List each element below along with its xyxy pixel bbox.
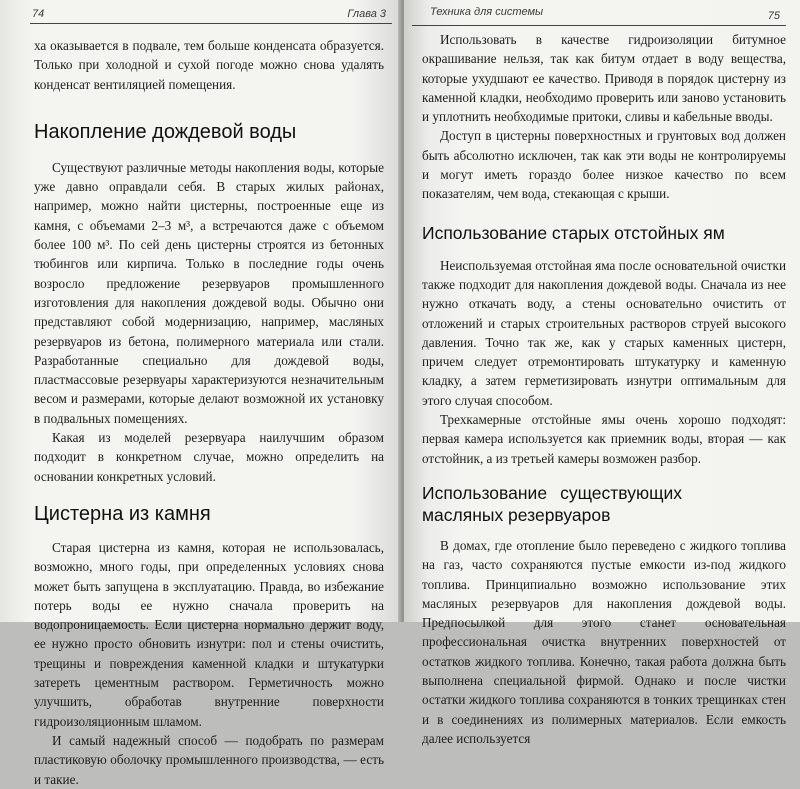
page-right bbox=[404, 0, 800, 746]
paragraph: Неиспользуемая отстойная яма после основательной очистки также подходит для накопления дождевой воды. Сначала из нее нужно откачать воду, а стены основательно очистить от отложений и старых строительных растворов струей высокого давления. Точно так же, как у старых каменных цистерн, причем следует отремонтировать штукатурку и каменную кладку, а затем герметизировать изнутри оптимальным для этого случая способом. bbox=[422, 257, 786, 408]
paragraph: Существуют различные методы накопления воды, которые уже давно оправдали себя. В старых жилых районах, например, можно найти цистерны, построенные еще из камня, с объемами 2–3 м³, а встречаются даже с объемом более 100 м³. По сей день цистерны строятся из бетонных тюбингов или кирпича. Только в последние годы очень возросло предложение резервуаров промышленного изготовления для накопления дождевой воды. Обычно они представляют собой модернизацию, например, масляных резервуаров из бетона, полимерного материала или стали. Разработанные специально для дождевой воды, пластмассовые резервуары характеризуются незначительным весом и размерами, которые делают возможной их установку в подвальных помещениях. bbox=[34, 159, 384, 426]
text-column bbox=[34, 36, 384, 789]
running-header: Техника для системы bbox=[430, 6, 544, 18]
section-heading: Цистерна из камня bbox=[34, 502, 211, 525]
section-heading: Использование существующих масляных резервуаров bbox=[422, 482, 682, 525]
section-heading: Использование старых отстойных ям bbox=[422, 222, 725, 243]
paragraph: ха оказывается в подвале, тем больше конденсата образуется. Только при холодной и сухой погоде можно снова удалять конденсат вентиляцией помещения. bbox=[34, 38, 384, 92]
paragraph: Доступ в цистерны поверхностных и грунтовых вод должен быть абсолютно исключен, так как эти воды не контролируемы и могут иметь гораздо более низкое качество по всем показателям, чем вода, стекающая с крыши. bbox=[422, 128, 786, 202]
paragraph: В домах, где отопление было переведено с жидкого топлива на газ, часто сохраняются пустые емкости из-под жидкого топлива. Принципиально возможно использование этих масляных резервуаров для накопления дождевой воды. Предпосылкой для этого станет основательная профессиональная очистка внутренних поверхностей от остатков жидкого топлива. Конечно, такая работа должна быть выполнена специальной фирмой. Однако и после чистки остатки жидкого топлива сохраняются в тонких трещинках стен и в соединениях из полимерных материалов. Если емкость далее используется bbox=[422, 537, 786, 746]
paragraph: Какая из моделей резервуара наилучшим образом подходит в конкретном случае, можно определить на основании конкретных условий. bbox=[34, 430, 384, 484]
running-header: Глава 3 bbox=[347, 8, 386, 20]
text-column bbox=[422, 30, 786, 748]
page-number: 75 bbox=[767, 10, 780, 22]
paragraph: Трехкамерные отстойные ямы очень хорошо подходят: первая камера используется как приемник воды, вторая — как отстойник, а из третьей камеры возможен разбор. bbox=[422, 412, 786, 466]
header-rule bbox=[412, 25, 786, 26]
section-heading: Накопление дождевой воды bbox=[34, 120, 297, 143]
paragraph: И самый надежный способ — подобрать по размерам пластиковую оболочку промышленного производства, — есть и такие. bbox=[34, 732, 384, 787]
header-rule bbox=[30, 23, 392, 24]
page-number: 74 bbox=[32, 8, 45, 20]
paragraph: Старая цистерна из камня, которая не использовалась, возможно, много годы, при определенных условиях снова может быть запущена в эксплуатацию. Правда, во избежание потерь воды ее нужно сначала проверить на водопроницаемость. Если цистерна нормально держит воду, ее нужно просто обновить изнутри: пол и стены очистить, трещины и повреждения каменной кладки и штукатурки затереть цементным раствором. Герметичность можно улучшить, обработав внутренние поверхности гидроизоляционным шламом. bbox=[34, 539, 384, 729]
paragraph: Использовать в качестве гидроизоляции битумное окрашивание нельзя, так как битум отдает в воду вещества, которые ухудшают ее качество. Приводя в порядок цистерну из каменной кладки, необходимо проверить или заново установить и уплотнить необходимые притоки, сливы и кабельные вводы. bbox=[422, 32, 786, 125]
